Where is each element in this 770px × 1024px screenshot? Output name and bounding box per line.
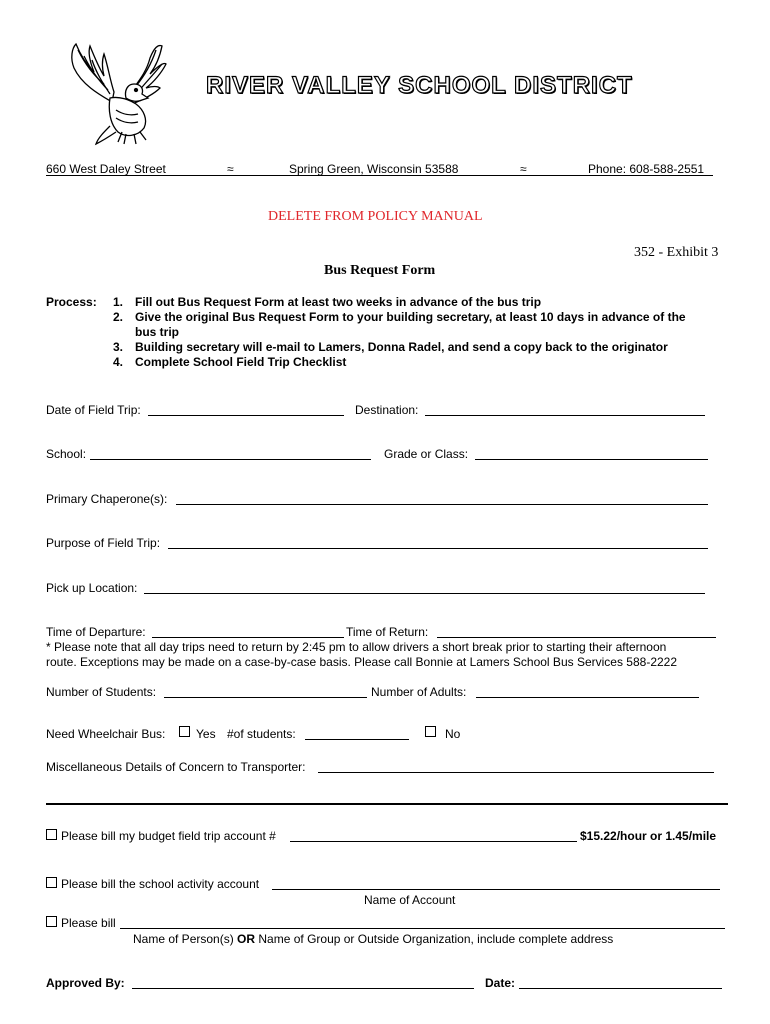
phone-number: Phone: 608-588-2551 xyxy=(588,162,705,176)
purpose-label: Purpose of Field Trip: xyxy=(46,536,161,550)
checkbox-icon xyxy=(425,726,436,737)
process-step: 3. Building secretary will e-mail to Lamers, Donna Radel, and send a copy back to the originator xyxy=(113,340,668,354)
yes-label: Yes xyxy=(196,727,216,741)
account-caption: Name of Account xyxy=(364,893,456,907)
destination-label: Destination: xyxy=(355,403,419,417)
adults-label: Number of Adults: xyxy=(371,685,467,699)
misc-label: Miscellaneous Details of Concern to Transporter: xyxy=(46,760,306,774)
school-label: School: xyxy=(46,447,87,461)
approval-date-field[interactable] xyxy=(519,988,722,989)
process-step: 4. Complete School Field Trip Checklist xyxy=(113,355,347,369)
wheelchair-label: Need Wheelchair Bus: xyxy=(46,727,166,741)
num-students-label: #of students: xyxy=(227,727,296,741)
bill-caption: Name of Person(s) OR Name of Group or Outside Organization, include complete address xyxy=(133,932,614,946)
num-students-field[interactable] xyxy=(305,739,409,740)
departure-label: Time of Departure: xyxy=(46,625,146,639)
chaperones-label: Primary Chaperone(s): xyxy=(46,492,168,506)
bill-field[interactable] xyxy=(120,928,725,929)
school-field[interactable] xyxy=(90,459,371,460)
process-step-continued: bus trip xyxy=(135,325,179,339)
bill-checkbox[interactable] xyxy=(46,915,57,929)
chaperones-field[interactable] xyxy=(176,504,708,505)
checkbox-icon xyxy=(179,726,190,737)
approved-by-label: Approved By: xyxy=(46,976,125,990)
destination-field[interactable] xyxy=(425,415,705,416)
exhibit-number: 352 - Exhibit 3 xyxy=(634,245,719,260)
grade-field[interactable] xyxy=(475,459,708,460)
no-checkbox[interactable] xyxy=(425,725,436,739)
separator-icon: ≈ xyxy=(227,162,234,176)
checkbox-icon xyxy=(46,916,57,927)
process-label: Process: xyxy=(46,295,97,309)
grade-label: Grade or Class: xyxy=(384,447,469,461)
delete-notice: DELETE FROM POLICY MANUAL xyxy=(268,209,483,224)
students-field[interactable] xyxy=(164,697,367,698)
eagle-icon xyxy=(60,40,170,148)
district-name: RIVER VALLEY SCHOOL DISTRICT xyxy=(206,72,633,99)
students-label: Number of Students: xyxy=(46,685,157,699)
pickup-field[interactable] xyxy=(144,593,705,594)
checkbox-icon xyxy=(46,877,57,888)
purpose-field[interactable] xyxy=(168,548,708,549)
date-label: Date: xyxy=(485,976,516,990)
activity-label: Please bill the school activity account xyxy=(61,877,260,891)
budget-account-field[interactable] xyxy=(290,841,577,842)
section-divider xyxy=(46,803,728,805)
date-of-trip-field[interactable] xyxy=(148,415,344,416)
return-note: * Please note that all day trips need to return by 2:45 pm to allow drivers a short break prior to starting their afternoon xyxy=(46,640,667,654)
budget-label: Please bill my budget field trip account # xyxy=(61,829,276,843)
process-step: 2. Give the original Bus Request Form to your building secretary, at least 10 days in advance of the xyxy=(113,310,686,324)
process-step: 1. Fill out Bus Request Form at least two weeks in advance of the bus trip xyxy=(113,295,542,309)
departure-field[interactable] xyxy=(152,637,344,638)
street-address: 660 West Daley Street xyxy=(46,162,166,176)
return-note: route. Exceptions may be made on a case-by-case basis. Please call Bonnie at Lamers School Bus Services 588-2222 xyxy=(46,655,678,669)
city-state-zip: Spring Green, Wisconsin 53588 xyxy=(289,162,459,176)
bill-label: Please bill xyxy=(61,916,116,930)
approved-by-field[interactable] xyxy=(132,988,474,989)
date-of-trip-label: Date of Field Trip: xyxy=(46,403,141,417)
separator-icon: ≈ xyxy=(520,162,527,176)
form-title: Bus Request Form xyxy=(324,263,436,278)
eagle-logo xyxy=(60,40,170,148)
yes-checkbox[interactable] xyxy=(179,725,190,739)
return-field[interactable] xyxy=(437,637,716,638)
activity-account-field[interactable] xyxy=(272,889,720,890)
no-label: No xyxy=(445,727,461,741)
misc-field[interactable] xyxy=(318,772,714,773)
adults-field[interactable] xyxy=(476,697,699,698)
pickup-label: Pick up Location: xyxy=(46,581,138,595)
checkbox-icon xyxy=(46,829,57,840)
rate-text: $15.22/hour or 1.45/mile xyxy=(580,829,717,843)
return-label: Time of Return: xyxy=(346,625,429,639)
budget-checkbox[interactable] xyxy=(46,828,57,842)
activity-checkbox[interactable] xyxy=(46,876,57,890)
